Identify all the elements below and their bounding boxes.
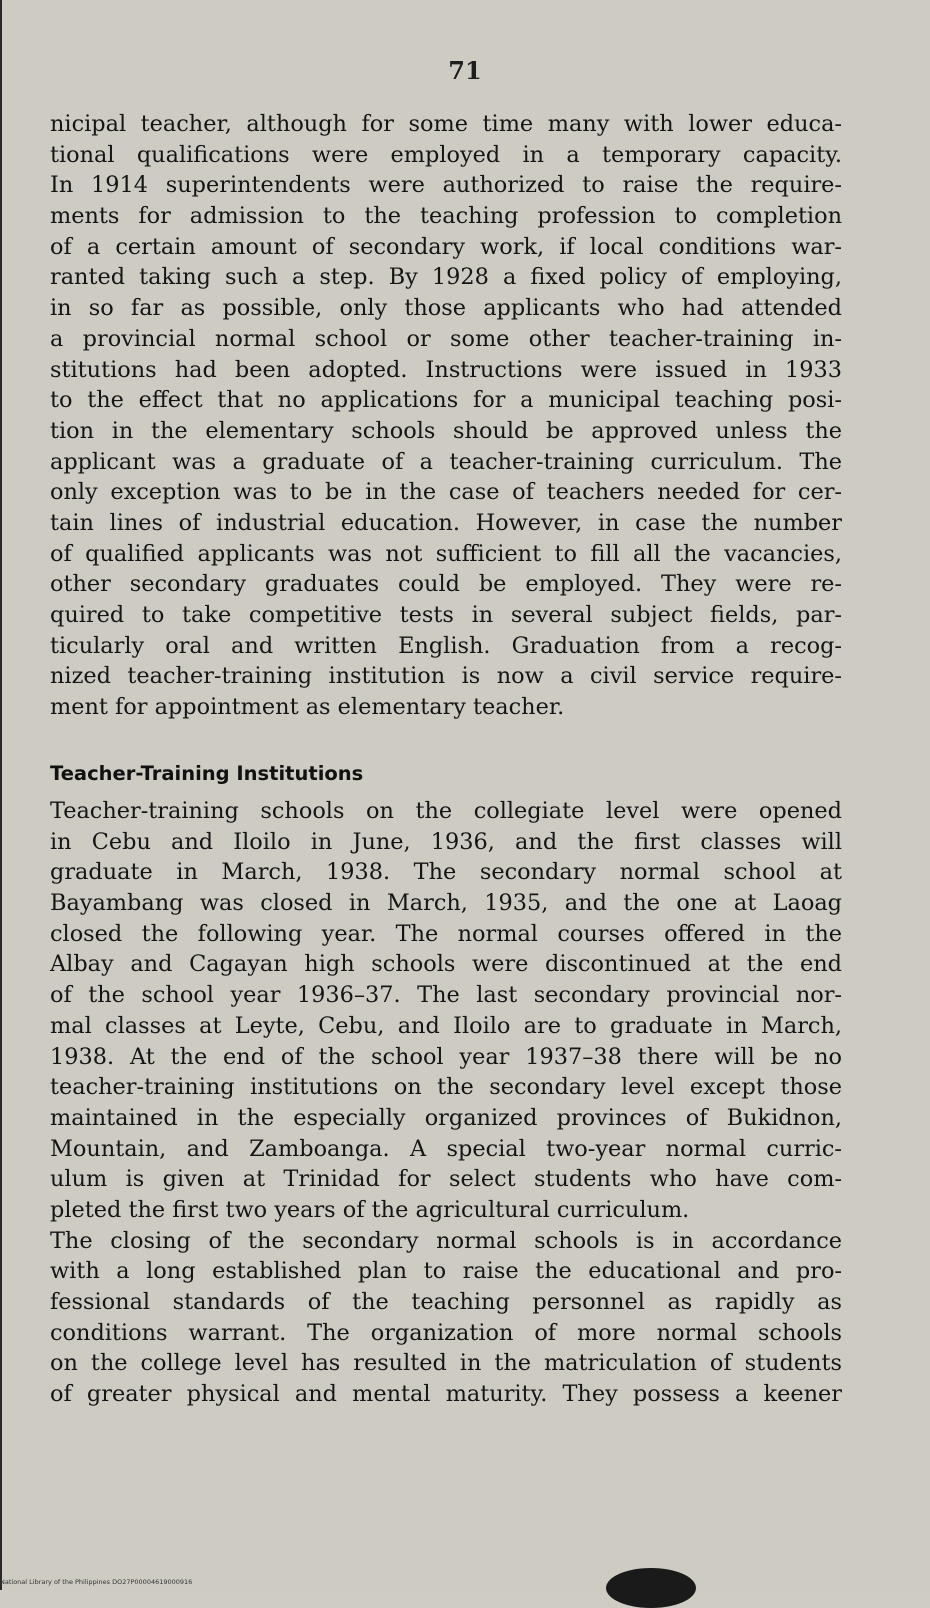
text-line: on the college level has resulted in the matriculation of students xyxy=(50,1350,842,1377)
text-line: a provincial normal school or some other teacher-training in- xyxy=(50,325,842,352)
text-line: ulum is given at Trinidad for select students who have com- xyxy=(50,1166,842,1193)
text-line: in Cebu and Iloilo in June, 1936, and the first classes will xyxy=(50,828,842,855)
text-line: nicipal teacher, although for some time many with lower educa- xyxy=(50,111,842,137)
text-line: tion in the elementary schools should be approved unless the xyxy=(50,417,842,444)
text-line: ranted taking such a step. By 1928 a fixed policy of employing, xyxy=(50,264,842,291)
text-line: graduate in March, 1938. The secondary normal school at xyxy=(50,859,842,886)
text-line: pleted the first two years of the agricultural curriculum. xyxy=(50,1196,690,1223)
text-line: In 1914 superintendents were authorized to raise the require- xyxy=(50,172,842,199)
text-line: fessional standards of the teaching personnel as rapidly as xyxy=(50,1289,842,1315)
text-line: applicant was a graduate of a teacher-training curriculum. The xyxy=(50,448,842,475)
page-edge-shadow xyxy=(0,0,2,1590)
paragraph-teacher-requirements xyxy=(50,109,842,723)
text-line: only exception was to be in the case of teachers needed for cer- xyxy=(50,479,842,506)
text-line: in so far as possible, only those applicants who had attended xyxy=(50,295,842,322)
text-line: conditions warrant. The organization of more normal schools xyxy=(50,1319,842,1346)
section-heading: Teacher-Training Institutions xyxy=(50,762,364,785)
text-line: 1938. At the end of the school year 1937–38 there will be no xyxy=(50,1043,842,1070)
text-line: to the effect that no applications for a municipal teaching posi- xyxy=(50,387,842,414)
page-number: 71 xyxy=(448,56,482,85)
text-line: mal classes at Leyte, Cebu, and Iloilo are to graduate in March, xyxy=(50,1012,842,1039)
text-line: of the school year 1936–37. The last secondary provincial nor- xyxy=(50,982,842,1009)
text-line: The closing of the secondary normal schools is in accordance xyxy=(50,1227,842,1254)
text-line: ment for appointment as elementary teacher. xyxy=(50,694,565,721)
text-line: closed the following year. The normal courses offered in the xyxy=(50,920,842,947)
text-line: Albay and Cagayan high schools were discontinued at the end xyxy=(50,951,842,978)
text-line: tional qualifications were employed in a temporary capacity. xyxy=(50,141,842,168)
paragraph-institutions xyxy=(50,796,842,1410)
text-line: Mountain, and Zamboanga. A special two-year normal curric- xyxy=(50,1135,842,1162)
text-line: tain lines of industrial education. However, in case the number xyxy=(50,509,842,536)
text-line: maintained in the especially organized provinces of Bukidnon, xyxy=(50,1104,842,1131)
text-line: nized teacher-training institution is now a civil service require- xyxy=(50,663,842,690)
scan-blot xyxy=(606,1568,696,1608)
text-line: Bayambang was closed in March, 1935, and the one at Laoag xyxy=(50,890,842,917)
text-line: quired to take competitive tests in several subject fields, par- xyxy=(50,602,842,628)
text-line: of greater physical and mental maturity. They possess a keener xyxy=(50,1381,842,1408)
text-line: ticularly oral and written English. Graduation from a recog- xyxy=(50,632,842,659)
text-line: Teacher-training schools on the collegiate level were opened xyxy=(50,798,842,824)
text-line: teacher-training institutions on the secondary level except those xyxy=(50,1074,842,1101)
text-line: of a certain amount of secondary work, if local conditions war- xyxy=(50,233,842,260)
library-footer-note: National Library of the Philippines DO27P00004619000916 xyxy=(0,1578,193,1586)
text-line: stitutions had been adopted. Instructions were issued in 1933 xyxy=(50,356,842,383)
text-line: other secondary graduates could be employed. They were re- xyxy=(50,571,842,598)
text-line: ments for admission to the teaching profession to completion xyxy=(50,203,842,230)
text-line: of qualified applicants was not sufficient to fill all the vacancies, xyxy=(50,540,842,567)
text-line: with a long established plan to raise the educational and pro- xyxy=(50,1258,842,1285)
